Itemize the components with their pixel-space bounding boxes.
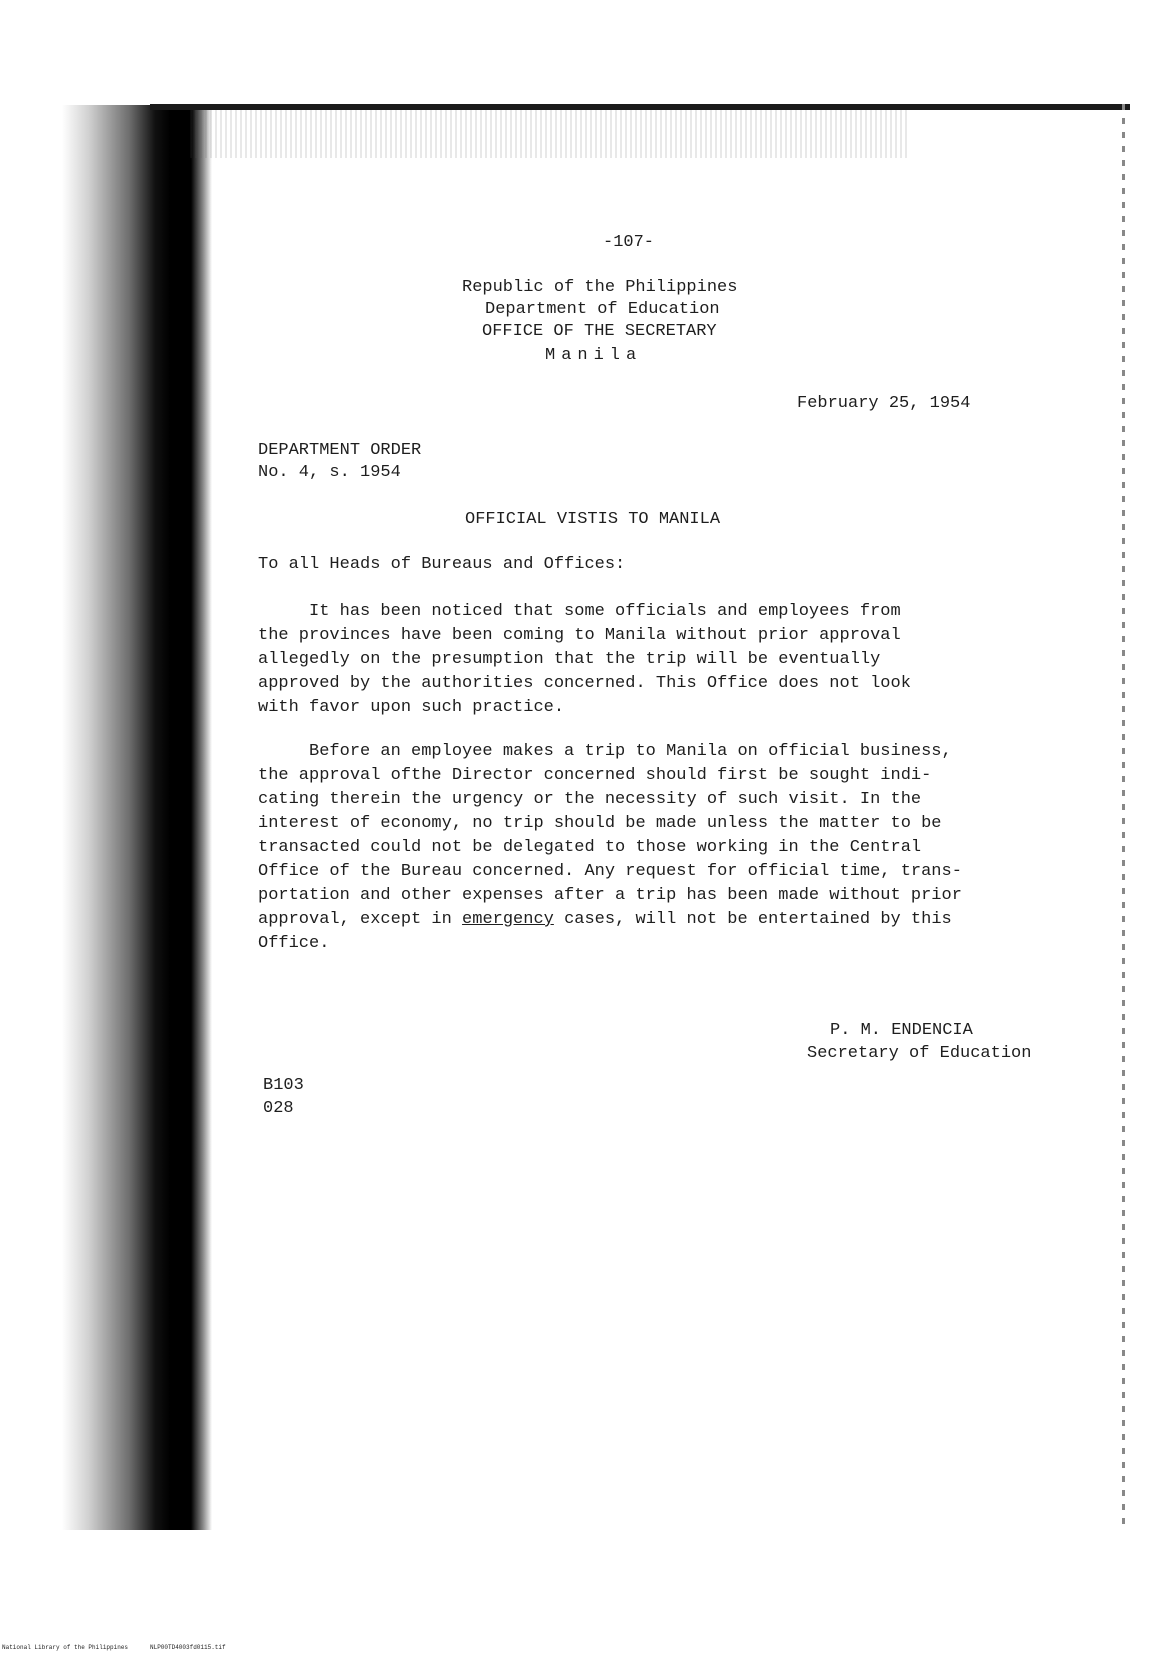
letterhead-office: OFFICE OF THE SECRETARY bbox=[482, 322, 717, 341]
paragraph-2-line: transacted could not be delegated to those working in the Central bbox=[258, 838, 922, 857]
paragraph-1-line: allegedly on the presumption that the trip will be eventually bbox=[258, 650, 881, 669]
reference-code: B103 bbox=[263, 1076, 304, 1095]
footer-library-name: National Library of the Philippines bbox=[2, 1644, 129, 1651]
paragraph-1-line: approved by the authorities concerned. This Office does not look bbox=[258, 674, 911, 693]
reference-code: 028 bbox=[263, 1099, 294, 1118]
letterhead-republic: Republic of the Philippines bbox=[462, 278, 738, 297]
page-number: -107- bbox=[603, 233, 655, 252]
paragraph-2-line-emphasis bbox=[258, 908, 1058, 932]
paragraph-2 bbox=[258, 740, 1058, 956]
scan-right-edge bbox=[1122, 104, 1125, 1524]
signatory-name: P. M. ENDENCIA bbox=[830, 1021, 973, 1040]
paragraph-2-line: Before an employee makes a trip to Manila on official business, bbox=[258, 742, 952, 761]
paragraph-1 bbox=[258, 600, 1058, 720]
paragraph-2-line: cating therein the urgency or the necessity of such visit. In the bbox=[258, 790, 922, 809]
scan-noise bbox=[190, 110, 910, 158]
order-number: No. 4, s. 1954 bbox=[258, 463, 401, 482]
letterhead-department: Department of Education bbox=[485, 300, 720, 319]
subject-heading: OFFICIAL VISTIS TO MANILA bbox=[465, 510, 721, 529]
paragraph-1-line: the provinces have been coming to Manila without prior approval bbox=[258, 626, 901, 645]
paragraph-2-line: Office of the Bureau concerned. Any request for official time, trans- bbox=[258, 862, 962, 881]
paragraph-2-line: the approval ofthe Director concerned should first be sought indi- bbox=[258, 766, 932, 785]
line-text-after: cases, will not be entertained by this bbox=[553, 910, 952, 929]
order-title: DEPARTMENT ORDER bbox=[258, 441, 422, 460]
paragraph-2-line: interest of economy, no trip should be made unless the matter to be bbox=[258, 814, 942, 833]
salutation: To all Heads of Bureaus and Offices: bbox=[258, 555, 626, 574]
footer-file-name: NLP00TD4003fd0115.tif bbox=[150, 1644, 226, 1651]
scan-dark-edge bbox=[62, 105, 212, 1530]
emphasized-word: emergency bbox=[462, 910, 554, 929]
letterhead-city: Manila bbox=[545, 346, 643, 365]
document-date: February 25, 1954 bbox=[797, 394, 971, 413]
line-text-before: approval, except in bbox=[258, 910, 463, 929]
paragraph-2-closing: Office. bbox=[258, 934, 330, 953]
paragraph-1-line: with favor upon such practice. bbox=[258, 698, 565, 717]
signatory-title: Secretary of Education bbox=[807, 1044, 1032, 1063]
paragraph-2-line: portation and other expenses after a trip has been made without prior bbox=[258, 886, 962, 905]
paragraph-1-line: It has been noticed that some officials and employees from bbox=[258, 602, 901, 621]
